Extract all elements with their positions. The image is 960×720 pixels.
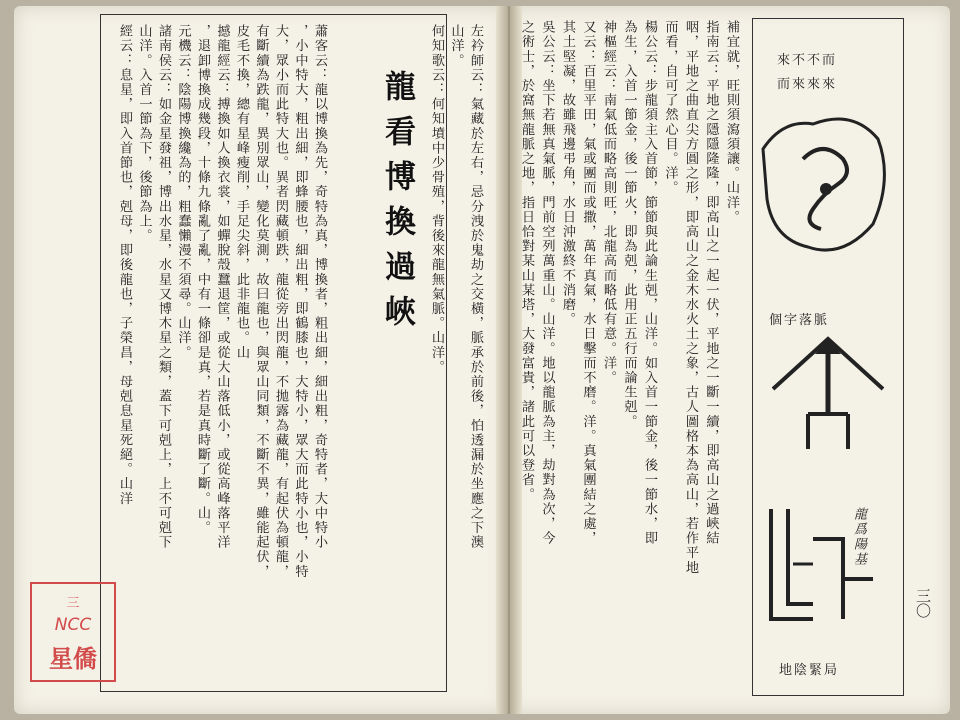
watermark-bottom: 星僑	[49, 644, 97, 673]
text-column: 咽，平地之曲直尖方圓之形，即高山之金木水火土之象，古人圖格本為高山，若作平地	[683, 20, 698, 575]
seal-emblem-icon	[763, 119, 884, 250]
diagram-label-mid: 個字落脈	[769, 313, 830, 328]
text-column: 皮毛不換，總有星峰瘦削，手足尖斜，此非龍也。山	[234, 24, 249, 360]
diagram-caption-line2: 而來來來	[777, 77, 838, 92]
text-column: 楊公云：步龍須主入首節，節節與此論生剋，山洋。如入首一節金，後一節水，即	[642, 20, 657, 546]
chapter-heading: 龍看博換過峽	[379, 70, 415, 340]
text-column: 撼龍經云：搏換如人換衣裳，如蟬脫殼蠶退筐，或從大山落低小，或從高峰落平洋	[214, 24, 230, 550]
text-column: 大，眾小而此特大也。異者閃藏頓跌，龍從旁出閃龍，不拋露為藏龍，有起伏為頓龍，	[273, 24, 288, 579]
text-column: ，退卸博換成幾段，十條九條亂了亂，中有一條卻是真，若是真時斷了斷。山。	[195, 24, 210, 535]
watermark-mid: NCC	[54, 615, 92, 635]
text-column: 左衿師云：氣藏於左右，忌分洩於鬼劫之交橫，脈承於前後，怕透漏於坐應之下澳	[468, 24, 483, 550]
text-column: 諸南侯云：如金星發祖，博出水星，水星又博木星之類，蓋下可剋上，上不可剋下	[156, 24, 171, 550]
text-column: 蕭客云：龍以博換為先，奇特為真，博換者，粗出細，細出粗，奇特者，大中特小	[312, 24, 327, 550]
watermark-top: 三	[66, 596, 80, 611]
text-column: 補宜就，旺則須瀉須讓。山洋。	[724, 20, 739, 225]
text-column: 有斷續為跌龍，異別眾山，變化莫測，故曰龍也，與眾山同類，不斷不異，雖能起伏，	[253, 24, 269, 579]
text-column: 神樞經云：南氣低而略高則旺，北龍高而略低有意。洋。	[601, 20, 616, 385]
text-column: 為生，入首一節金，後一節火，即為剋，此用正五行而論生剋。	[621, 20, 637, 429]
arrow-mountain-icon	[773, 339, 883, 449]
text-column: 山洋。	[448, 24, 464, 68]
text-column: 何知歌云：何知墳中少骨殖，背後來龍無氣脈。山洋。	[429, 24, 444, 375]
diagram-caption-line1: 來不不而	[777, 53, 838, 68]
text-column: 之術士，於窩無龍脈之地，指日恰對某山某塔，大發富貴，諸此可以登省。	[519, 20, 534, 502]
text-column: 山洋。入首一節為下，後節為上。	[136, 24, 152, 243]
page-number: 三〇	[914, 588, 932, 618]
text-column: 經云：息星，即入首節也，剋母，即後龍也，子榮昌，母剋息星死絕。山洋	[117, 24, 132, 506]
text-column: 元機云：陰陽博換纔為的，粗蠢懶漫不須尋。山洋。	[175, 24, 191, 360]
ncc-watermark-stamp	[30, 582, 116, 682]
text-column: 而看，自可了然心目。洋。	[662, 20, 678, 196]
text-column: 吳公云：坐下若無真氣脈，門前空列萬重山。山洋。地以龍脈為主，劫對為次，今	[539, 20, 555, 546]
diagram-panel	[752, 18, 904, 696]
text-column: 其土堅凝，故雖飛邊弔角，水日沖激終不消磨。	[560, 20, 575, 327]
diagram-label-side: 龍爲陽基	[851, 507, 866, 567]
diagram-label-bottom: 地陰緊局	[779, 663, 840, 678]
diagram-drawings	[753, 19, 903, 695]
text-column: ，小中特大，粗出細，即蜂腰也，細出粗，即鶴膝也，大特小，眾大而此特小也，小特	[292, 24, 308, 579]
text-column: 又云：百里平田，氣或團而或撒，萬年真氣，水日擊而不磨。洋。真氣團結之處，	[580, 20, 596, 546]
text-column: 指南云：平地之隱隱隆隆，即高山之一起一伏，平地之一斷一續，即高山之過峽結	[703, 20, 719, 546]
